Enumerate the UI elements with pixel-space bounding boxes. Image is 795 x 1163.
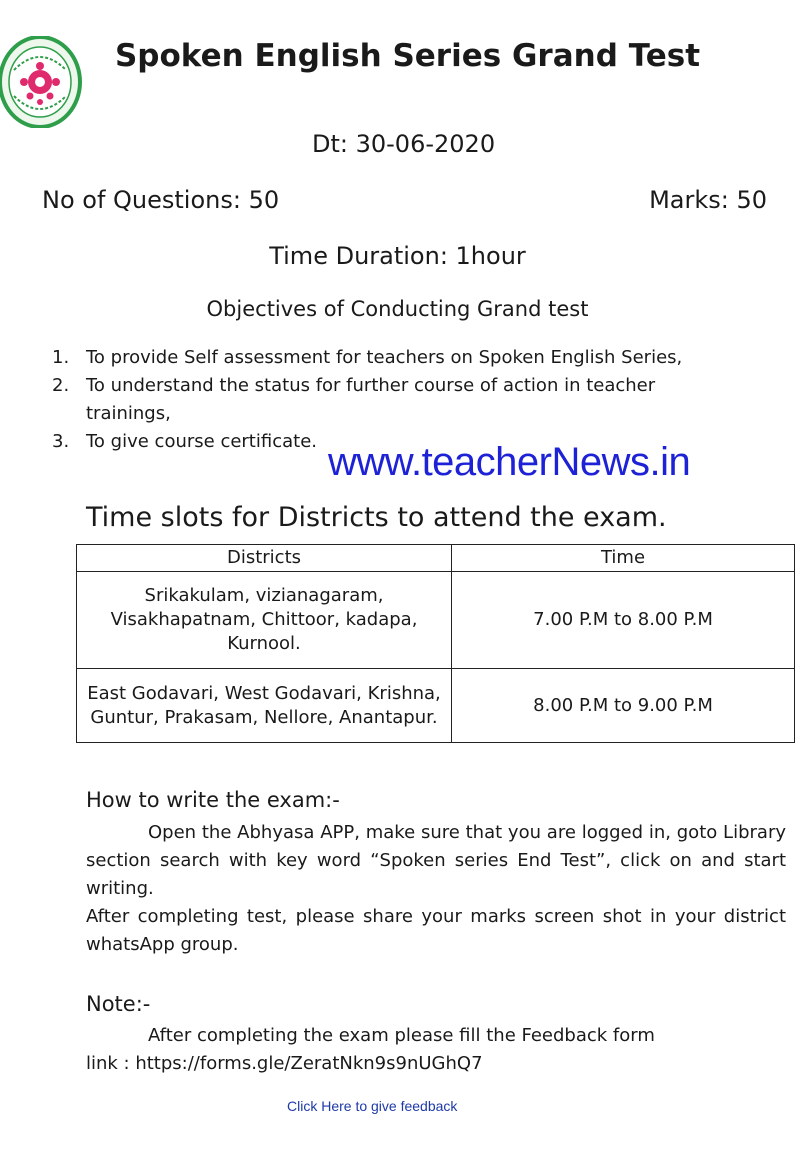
time-slots-heading: Time slots for Districts to attend the exam. bbox=[86, 502, 667, 533]
how-to-body bbox=[86, 819, 786, 959]
watermark-text: www.teacherNews.in bbox=[328, 440, 691, 484]
test-date: Dt: 30-06-2020 bbox=[312, 130, 496, 158]
how-to-paragraph: Open the Abhyasa APP, make sure that you are logged in, goto Library section search with key word “Spoken series End Test”, click on and start writing. bbox=[86, 822, 786, 899]
table-row bbox=[77, 669, 795, 743]
time-cell: 7.00 P.M to 8.00 P.M bbox=[452, 572, 795, 669]
time-cell: 8.00 P.M to 9.00 P.M bbox=[452, 669, 795, 743]
list-item bbox=[52, 344, 742, 372]
note-body bbox=[86, 1022, 786, 1078]
how-to-heading: How to write the exam:- bbox=[86, 788, 340, 812]
list-item-text: To give course certificate. bbox=[86, 431, 317, 452]
total-marks: Marks: 50 bbox=[649, 186, 767, 214]
objectives-heading: Objectives of Conducting Grand test bbox=[206, 297, 589, 321]
note-line: After completing the exam please fill the Feedback form bbox=[148, 1025, 655, 1046]
time-slots-table bbox=[76, 544, 795, 743]
how-to-paragraph: After completing test, please share your marks screen shot in your district whatsApp group. bbox=[86, 906, 786, 955]
feedback-form-url: link : https://forms.gle/ZeratNkn9s9nUGhQ7 bbox=[86, 1053, 483, 1074]
list-number: 1. bbox=[52, 347, 70, 368]
feedback-link[interactable]: Click Here to give feedback bbox=[287, 1098, 458, 1114]
column-header-time: Time bbox=[452, 545, 795, 572]
list-number: 3. bbox=[52, 431, 70, 452]
list-item-text: To understand the status for further course of action in teacher trainings, bbox=[86, 375, 656, 424]
page-title: Spoken English Series Grand Test bbox=[114, 38, 701, 74]
column-header-districts: Districts bbox=[77, 545, 452, 572]
table-header-row bbox=[77, 545, 795, 572]
note-heading: Note:- bbox=[86, 992, 151, 1016]
list-item-text: To provide Self assessment for teachers on Spoken English Series, bbox=[86, 347, 683, 368]
time-duration: Time Duration: 1hour bbox=[269, 242, 526, 270]
question-count: No of Questions: 50 bbox=[42, 186, 280, 214]
districts-cell: Srikakulam, vizianagaram, Visakhapatnam, Chittoor, kadapa, Kurnool. bbox=[77, 572, 452, 669]
districts-cell: East Godavari, West Godavari, Krishna, Guntur, Prakasam, Nellore, Anantapur. bbox=[77, 669, 452, 743]
list-number: 2. bbox=[52, 375, 70, 396]
list-item bbox=[52, 372, 742, 428]
table-row bbox=[77, 572, 795, 669]
